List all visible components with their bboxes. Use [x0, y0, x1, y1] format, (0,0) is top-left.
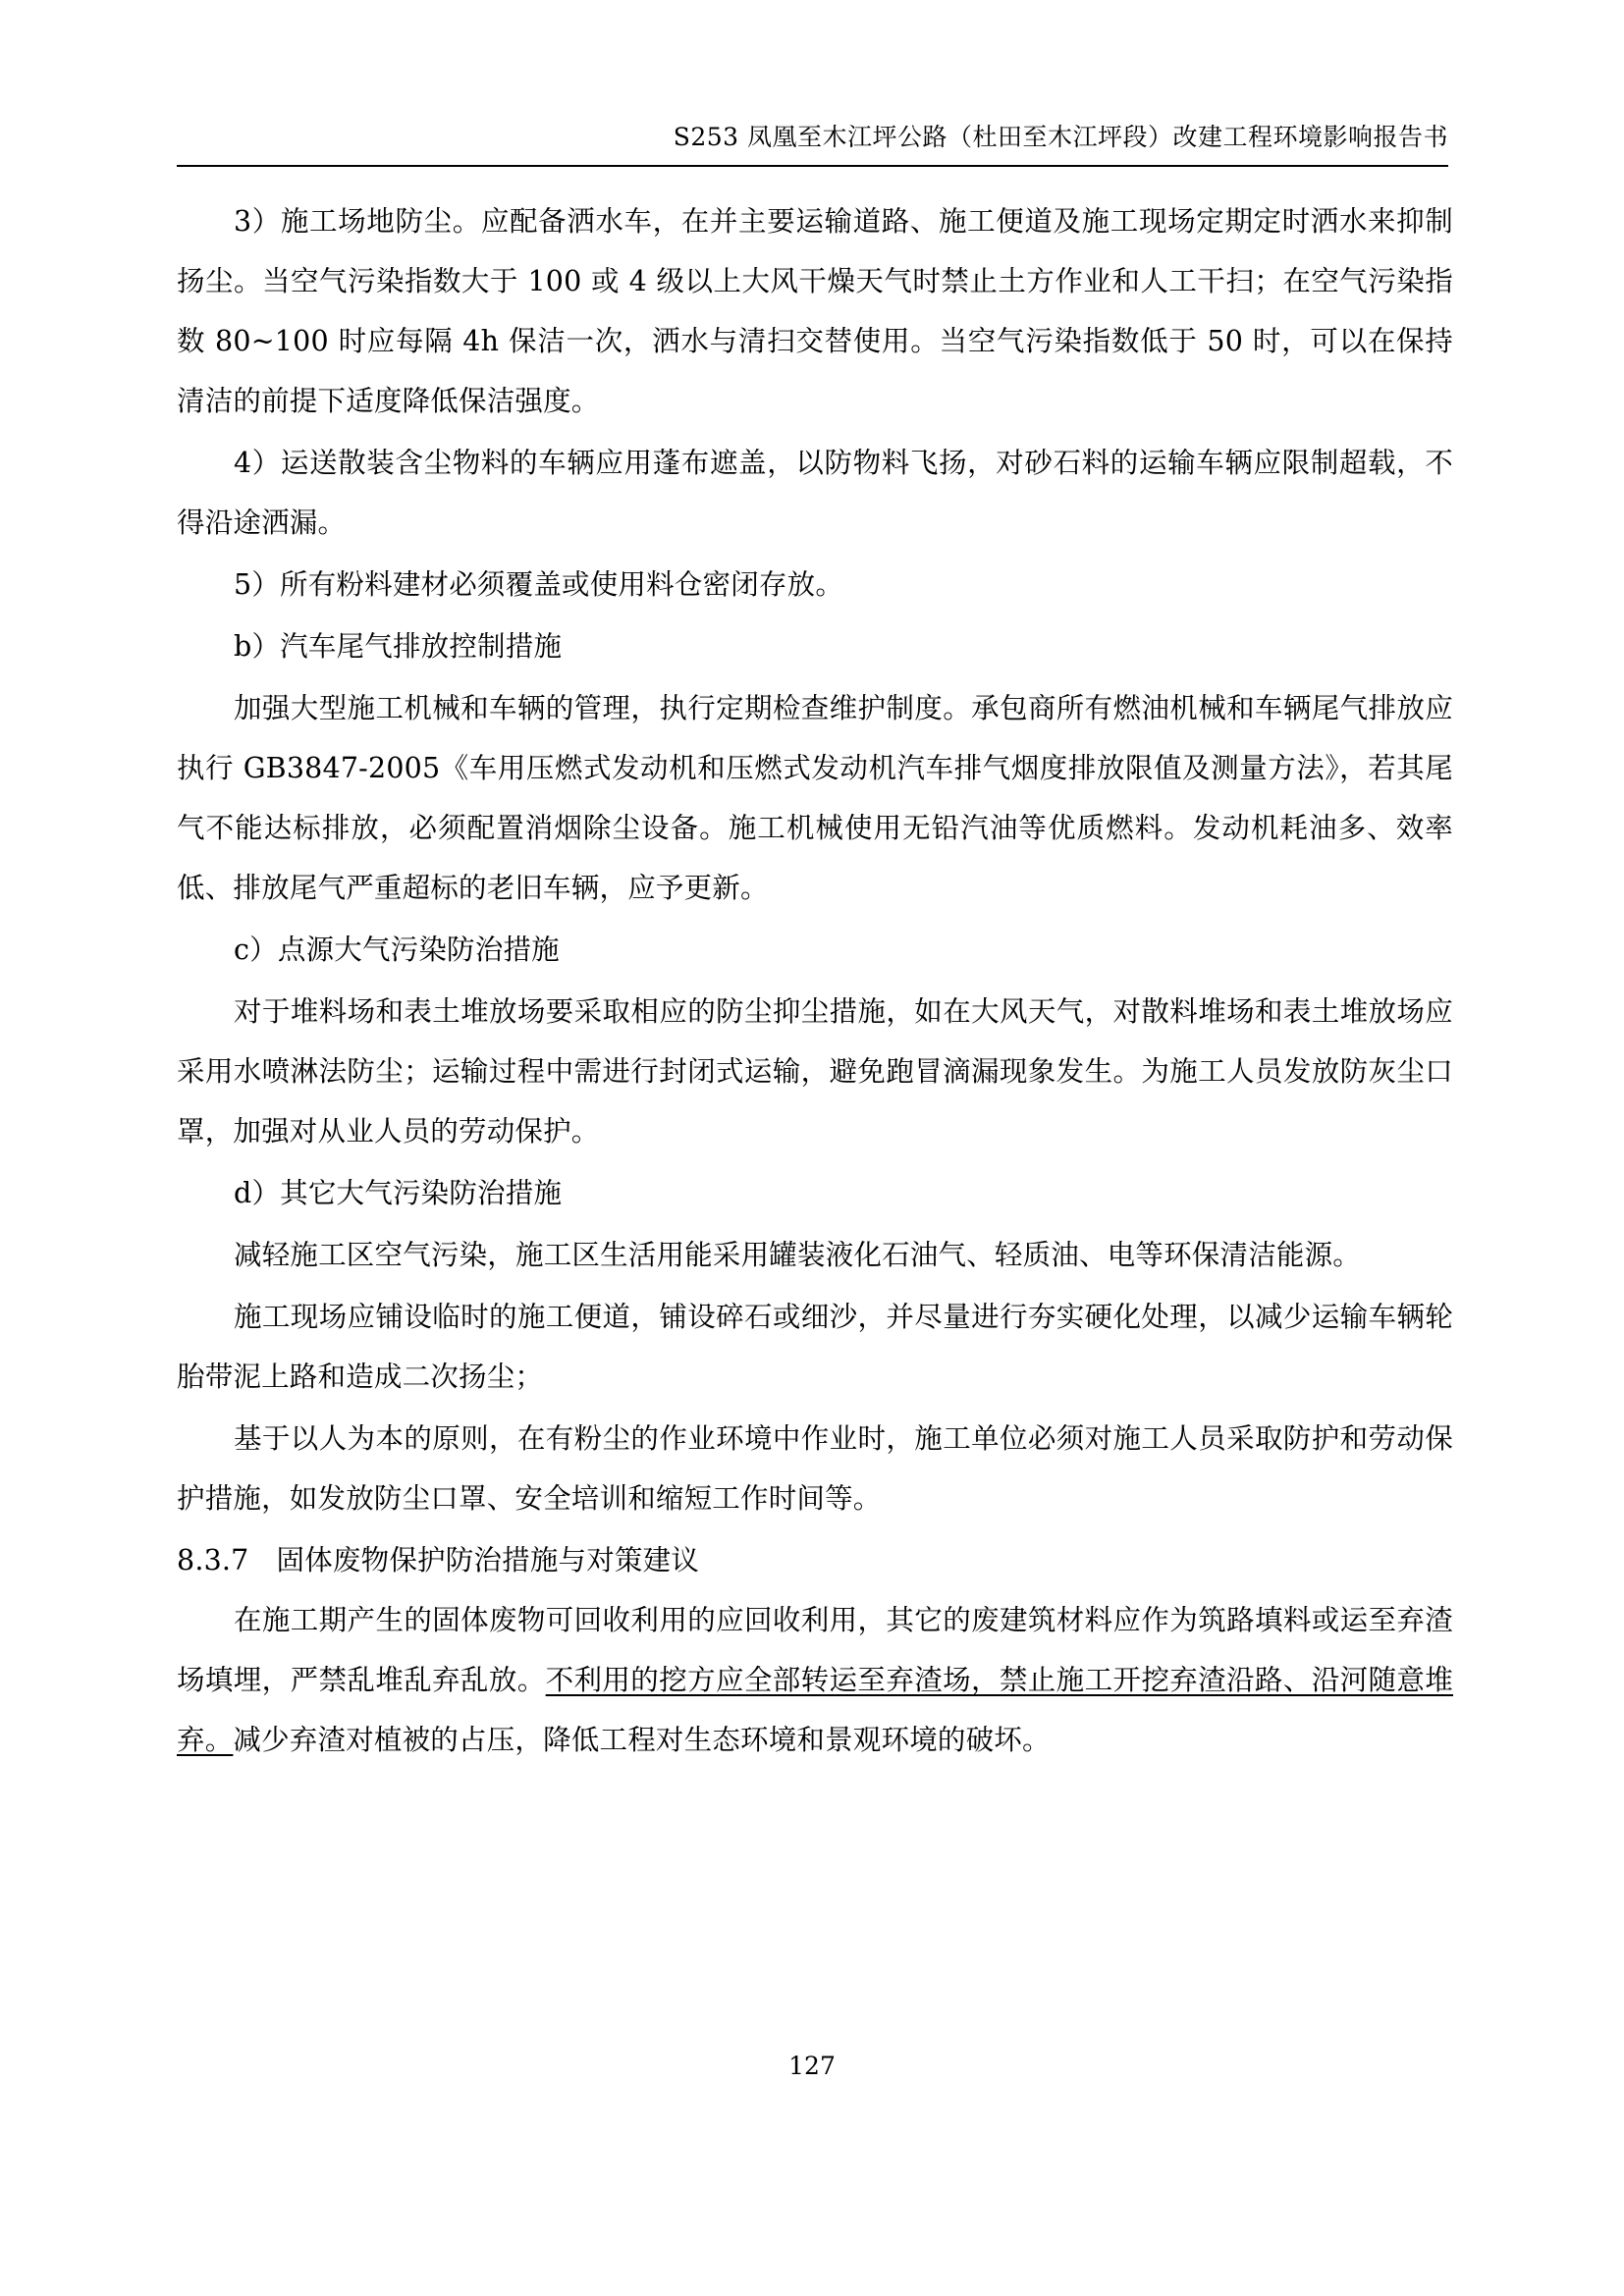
paragraph-d-heading: d）其它大气污染防治措施: [234, 1177, 563, 1209]
solid-waste-text-b: 减少弃渣对植被的占压，降低工程对生态环境和景观环境的破坏。: [233, 1724, 1051, 1756]
header-divider: [177, 165, 1448, 167]
page-content: [177, 191, 1453, 1772]
section-number: 8.3.7: [177, 1544, 249, 1576]
paragraph-worker-protection: 基于以人为本的原则，在有粉尘的作业环境中作业时，施工单位必须对施工人员采取防护和劳动保护措施，如发放防尘口罩、安全培训和缩短工作时间等。: [177, 1422, 1453, 1515]
paragraph-solid-waste: [177, 1590, 1453, 1770]
paragraph-b-body: 加强大型施工机械和车辆的管理，执行定期检查维护制度。承包商所有燃油机械和车辆尾气排放应执行 GB3847-2005《车用压燃式发动机和压燃式发动机汽车排气烟度排放限值及测量方法》，若其尾气不能达标排放，必须配置消烟除尘设备。施工机械使用无铅汽油等优质燃料。发动机耗油多、效率低、排放尾气严重超标的老旧车辆，应予更新。: [177, 692, 1453, 904]
page-number: 127: [788, 2052, 836, 2080]
paragraph-temp-road: 施工现场应铺设临时的施工便道，铺设碎石或细沙，并尽量进行夯实硬化处理，以减少运输车辆轮胎带泥上路和造成二次扬尘；: [177, 1301, 1453, 1393]
paragraph-3: 3）施工场地防尘。应配备洒水车，在并主要运输道路、施工便道及施工现场定期定时洒水来抑制扬尘。当空气污染指数大于 100 或 4 级以上大风干燥天气时禁止土方作业和人工干扫；在空气污染指数 80~100 时应每隔 4h 保洁一次，洒水与清扫交替使用。当空气污染指数低于 50 时，可以在保持清洁的前提下适度降低保洁强度。: [177, 205, 1453, 417]
solid-waste-text-underlined: 不利用的挖方应全部转运至弃渣场，禁止施工开挖弃渣沿路、沿河随意堆弃。: [177, 1664, 1453, 1756]
section-title: 固体废物保护防治措施与对策建议: [276, 1544, 700, 1576]
paragraph-4: 4）运送散装含尘物料的车辆应用蓬布遮盖，以防物料飞扬，对砂石料的运输车辆应限制超载，不得沿途洒漏。: [177, 447, 1453, 539]
paragraph-b-heading: b）汽车尾气排放控制措施: [234, 630, 563, 663]
paragraph-5: 5）所有粉料建材必须覆盖或使用料仓密闭存放。: [234, 568, 844, 601]
solid-waste-text-a: 在施工期产生的固体废物可回收利用的应回收利用，其它的废建筑材料应作为筑路填料或运至弃渣场填埋，严禁乱堆乱弃乱放。: [177, 1604, 1453, 1696]
paragraph-c-heading: c）点源大气污染防治措施: [234, 934, 560, 966]
paragraph-d-body: 减轻施工区空气污染，施工区生活用能采用罐装液化石油气、轻质油、电等环保清洁能源。: [234, 1239, 1362, 1271]
paragraph-c-body: 对于堆料场和表土堆放场要采取相应的防尘抑尘措施，如在大风天气，对散料堆场和表土堆放场应采用水喷淋法防尘；运输过程中需进行封闭式运输，避免跑冒滴漏现象发生。为施工人员发放防灰尘口罩，加强对从业人员的劳动保护。: [177, 995, 1453, 1148]
running-header: S253 凤凰至木江坪公路（杜田至木江坪段）改建工程环境影响报告书: [673, 123, 1448, 151]
section-heading-8-3-7: [177, 1530, 1453, 1590]
